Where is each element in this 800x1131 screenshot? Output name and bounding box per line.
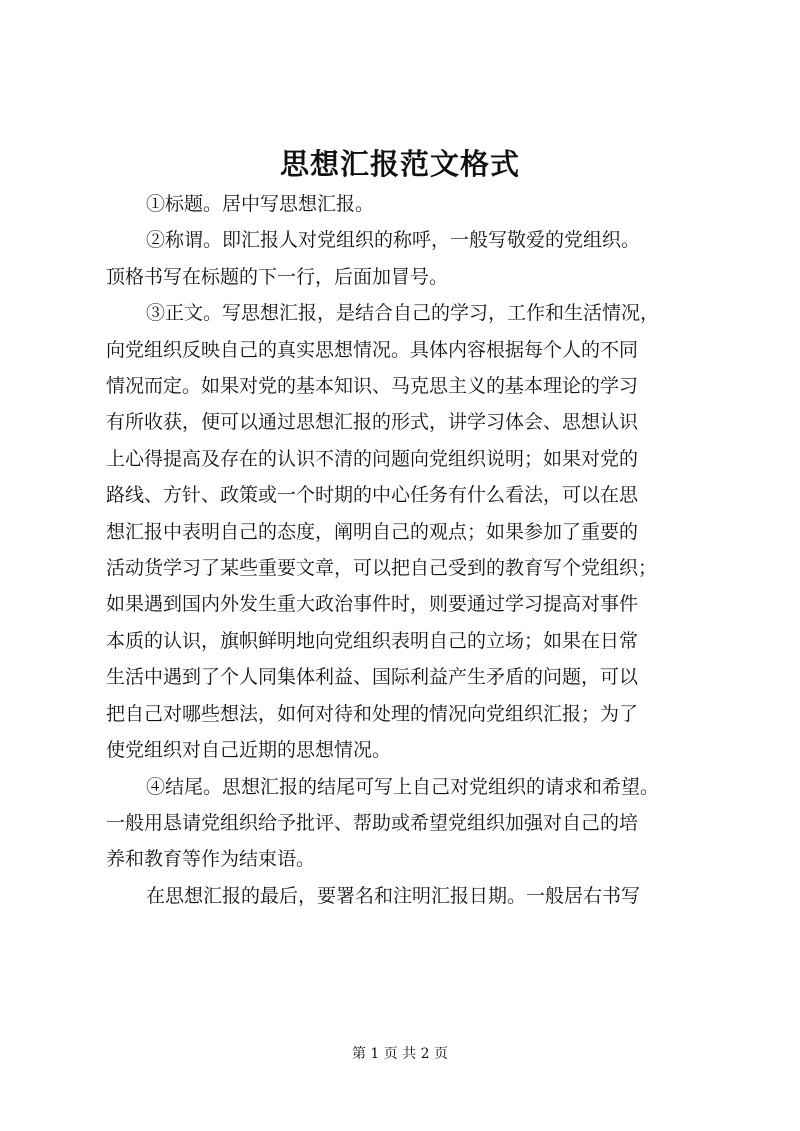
- text-line: ②称谓。即汇报人对党组织的称呼，一般写敬爱的党组织。: [146, 229, 641, 252]
- paragraph-body-rule: [106, 295, 706, 768]
- document-body: [106, 186, 706, 914]
- text-line: 养和教育等作为结束语。: [106, 848, 316, 871]
- text-line: 向党组织反映自己的真实思想情况。具体内容根据每个人的不同: [106, 338, 639, 361]
- document-title: 思想汇报范文格式: [279, 147, 520, 181]
- text-line: 一般用恳请党组织给予批评、帮助或希望党组织加强对自己的培: [106, 811, 639, 834]
- paragraph-title-rule: [106, 186, 706, 222]
- text-line: 生活中遇到了个人同集体利益、国际利益产生矛盾的问题，可以: [106, 666, 639, 689]
- text-line: 有所收获，便可以通过思想汇报的形式，讲学习体会、思想认识: [106, 411, 639, 434]
- text-line: ④结尾。思想汇报的结尾可写上自己对党组织的请求和希望。: [146, 775, 660, 798]
- text-line: 情况而定。如果对党的基本知识、马克思主义的基本理论的学习: [106, 375, 639, 398]
- paragraph-closing-rule: [106, 769, 706, 878]
- text-line: 活动货学习了某些重要文章，可以把自己受到的教育写个党组织；: [106, 557, 658, 580]
- text-line: 想汇报中表明自己的态度，阐明自己的观点；如果参加了重要的: [106, 520, 639, 543]
- paragraph-signature-rule: [106, 878, 706, 914]
- page-number-footer: 第 1 页 共 2 页: [351, 1046, 449, 1062]
- text-line: 使党组织对自己近期的思想情况。: [106, 739, 392, 762]
- text-line: 如果遇到国内外发生重大政治事件时，则要通过学习提高对事件: [106, 593, 639, 616]
- text-line: ③正文。写思想汇报，是结合自己的学习，工作和生活情况，: [146, 302, 660, 325]
- text-line: 本质的认识，旗帜鲜明地向党组织表明自己的立场；如果在日常: [106, 629, 639, 652]
- text-line: 把自己对哪些想法，如何对待和处理的情况向党组织汇报；为了: [106, 702, 639, 725]
- text-line: 上心得提高及存在的认识不清的问题向党组织说明；如果对党的: [106, 447, 639, 470]
- paragraph-salutation-rule: [106, 222, 706, 295]
- text-line: 路线、方针、政策或一个时期的中心任务有什么看法，可以在思: [106, 484, 639, 507]
- text-line: ①标题。居中写思想汇报。: [146, 193, 375, 215]
- text-line: 顶格书写在标题的下一行，后面加冒号。: [106, 265, 449, 288]
- text-line: 在思想汇报的最后，要署名和注明汇报日期。一般居右书写: [146, 884, 641, 907]
